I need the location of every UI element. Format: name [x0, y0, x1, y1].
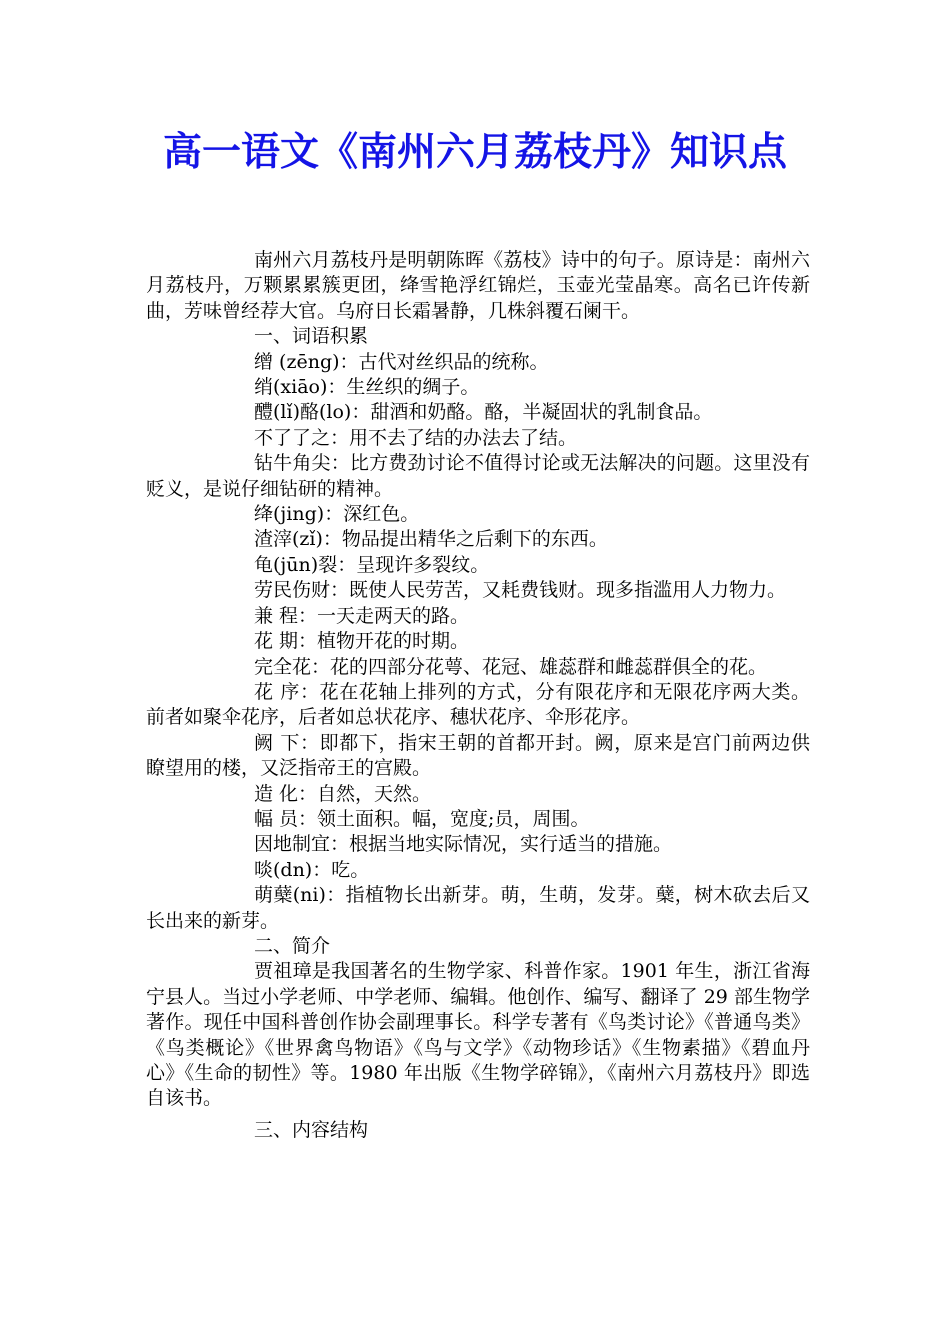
section-heading-intro: 二、简介	[254, 934, 331, 957]
vocab-entry: 幅 员：领土面积。幅，宽度;员，周围。	[254, 807, 590, 830]
vocab-entry: 龟(jūn)裂：呈现许多裂纹。	[254, 553, 490, 576]
vocab-entry: 啖(dn)：吃。	[254, 858, 370, 881]
intro-paragraph: 南州六月荔枝丹是明朝陈晖《荔枝》诗中的句子。原诗是：南州六月荔枝丹，万颗累累簇更团，绛雪艳浮红锦烂，玉壶光莹晶寒。高名已许传新曲，芳味曾经荐大官。乌府日长霜暑静，几株斜覆石阑干。	[146, 249, 810, 322]
vocab-entry: 不了了之：用不去了结的办法去了结。	[254, 426, 578, 449]
vocab-entry: 绛(jing)：深红色。	[254, 503, 420, 526]
section-heading-vocabulary: 一、词语积累	[254, 325, 369, 348]
vocab-entry: 花 期：植物开花的时期。	[254, 630, 470, 653]
vocab-entry: 缯 (zēng)：古代对丝织品的统称。	[254, 350, 549, 373]
vocab-entry: 萌蘖(ni)：指植物长出新芽。萌，生萌，发芽。蘖，树木砍去后又长出来的新芽。	[146, 884, 810, 932]
vocab-entry: 兼 程：一天走两天的路。	[254, 604, 470, 627]
document-title: 高一语文《南州六月荔枝丹》知识点	[162, 129, 787, 175]
vocab-entry: 完全花：花的四部分花萼、花冠、雄蕊群和雌蕊群俱全的花。	[254, 655, 768, 678]
vocab-entry: 绡(xiāo)：生丝织的绸子。	[254, 376, 480, 399]
vocab-entry: 阙 下：即都下，指宋王朝的首都开封。阙，原来是宫门前两边供瞭望用的楼，又泛指帝王的宫殿。	[146, 731, 810, 780]
document-body	[146, 248, 810, 1143]
vocab-entry: 造 化：自然，天然。	[254, 782, 432, 805]
vocab-entry: 因地制宜：根据当地实际情况，实行适当的措施。	[254, 833, 673, 856]
vocab-entry: 钻牛角尖：比方费劲讨论不值得讨论或无法解决的问题。这里没有贬义，是说仔细钻研的精神。	[146, 452, 810, 500]
vocab-entry: 醴(lǐ)酪(lo)：甜酒和奶酪。酪，半凝固状的乳制食品。	[254, 401, 713, 424]
vocab-entry: 渣滓(zǐ)：物品提出精华之后剩下的东西。	[254, 528, 608, 551]
vocab-entry: 劳民伤财：既使人民劳苦，又耗费钱财。现多指滥用人力物力。	[254, 579, 787, 602]
vocab-entry: 花 序：花在花轴上排列的方式，分有限花序和无限花序两大类。前者如聚伞花序，后者如总状花序、穗状花序、伞形花序。	[146, 680, 810, 729]
author-bio-paragraph: 贾祖璋是我国著名的生物学家、科普作家。1901 年生，浙江省海宁县人。当过小学老师、中学老师、编辑。他创作、编写、翻译了 29 部生物学著作。现任中国科普创作协会副理事长。科学专著有《鸟类讨论》《普通鸟类》《鸟类概论》《世界禽鸟物语》《鸟与文学》《动物珍话》《生物素描》《碧血丹心》《生命的韧性》等。1980 年出版《生物学碎锦》，《南州六月荔枝丹》即选自该书。	[146, 960, 810, 1110]
section-heading-structure: 三、内容结构	[254, 1118, 369, 1141]
